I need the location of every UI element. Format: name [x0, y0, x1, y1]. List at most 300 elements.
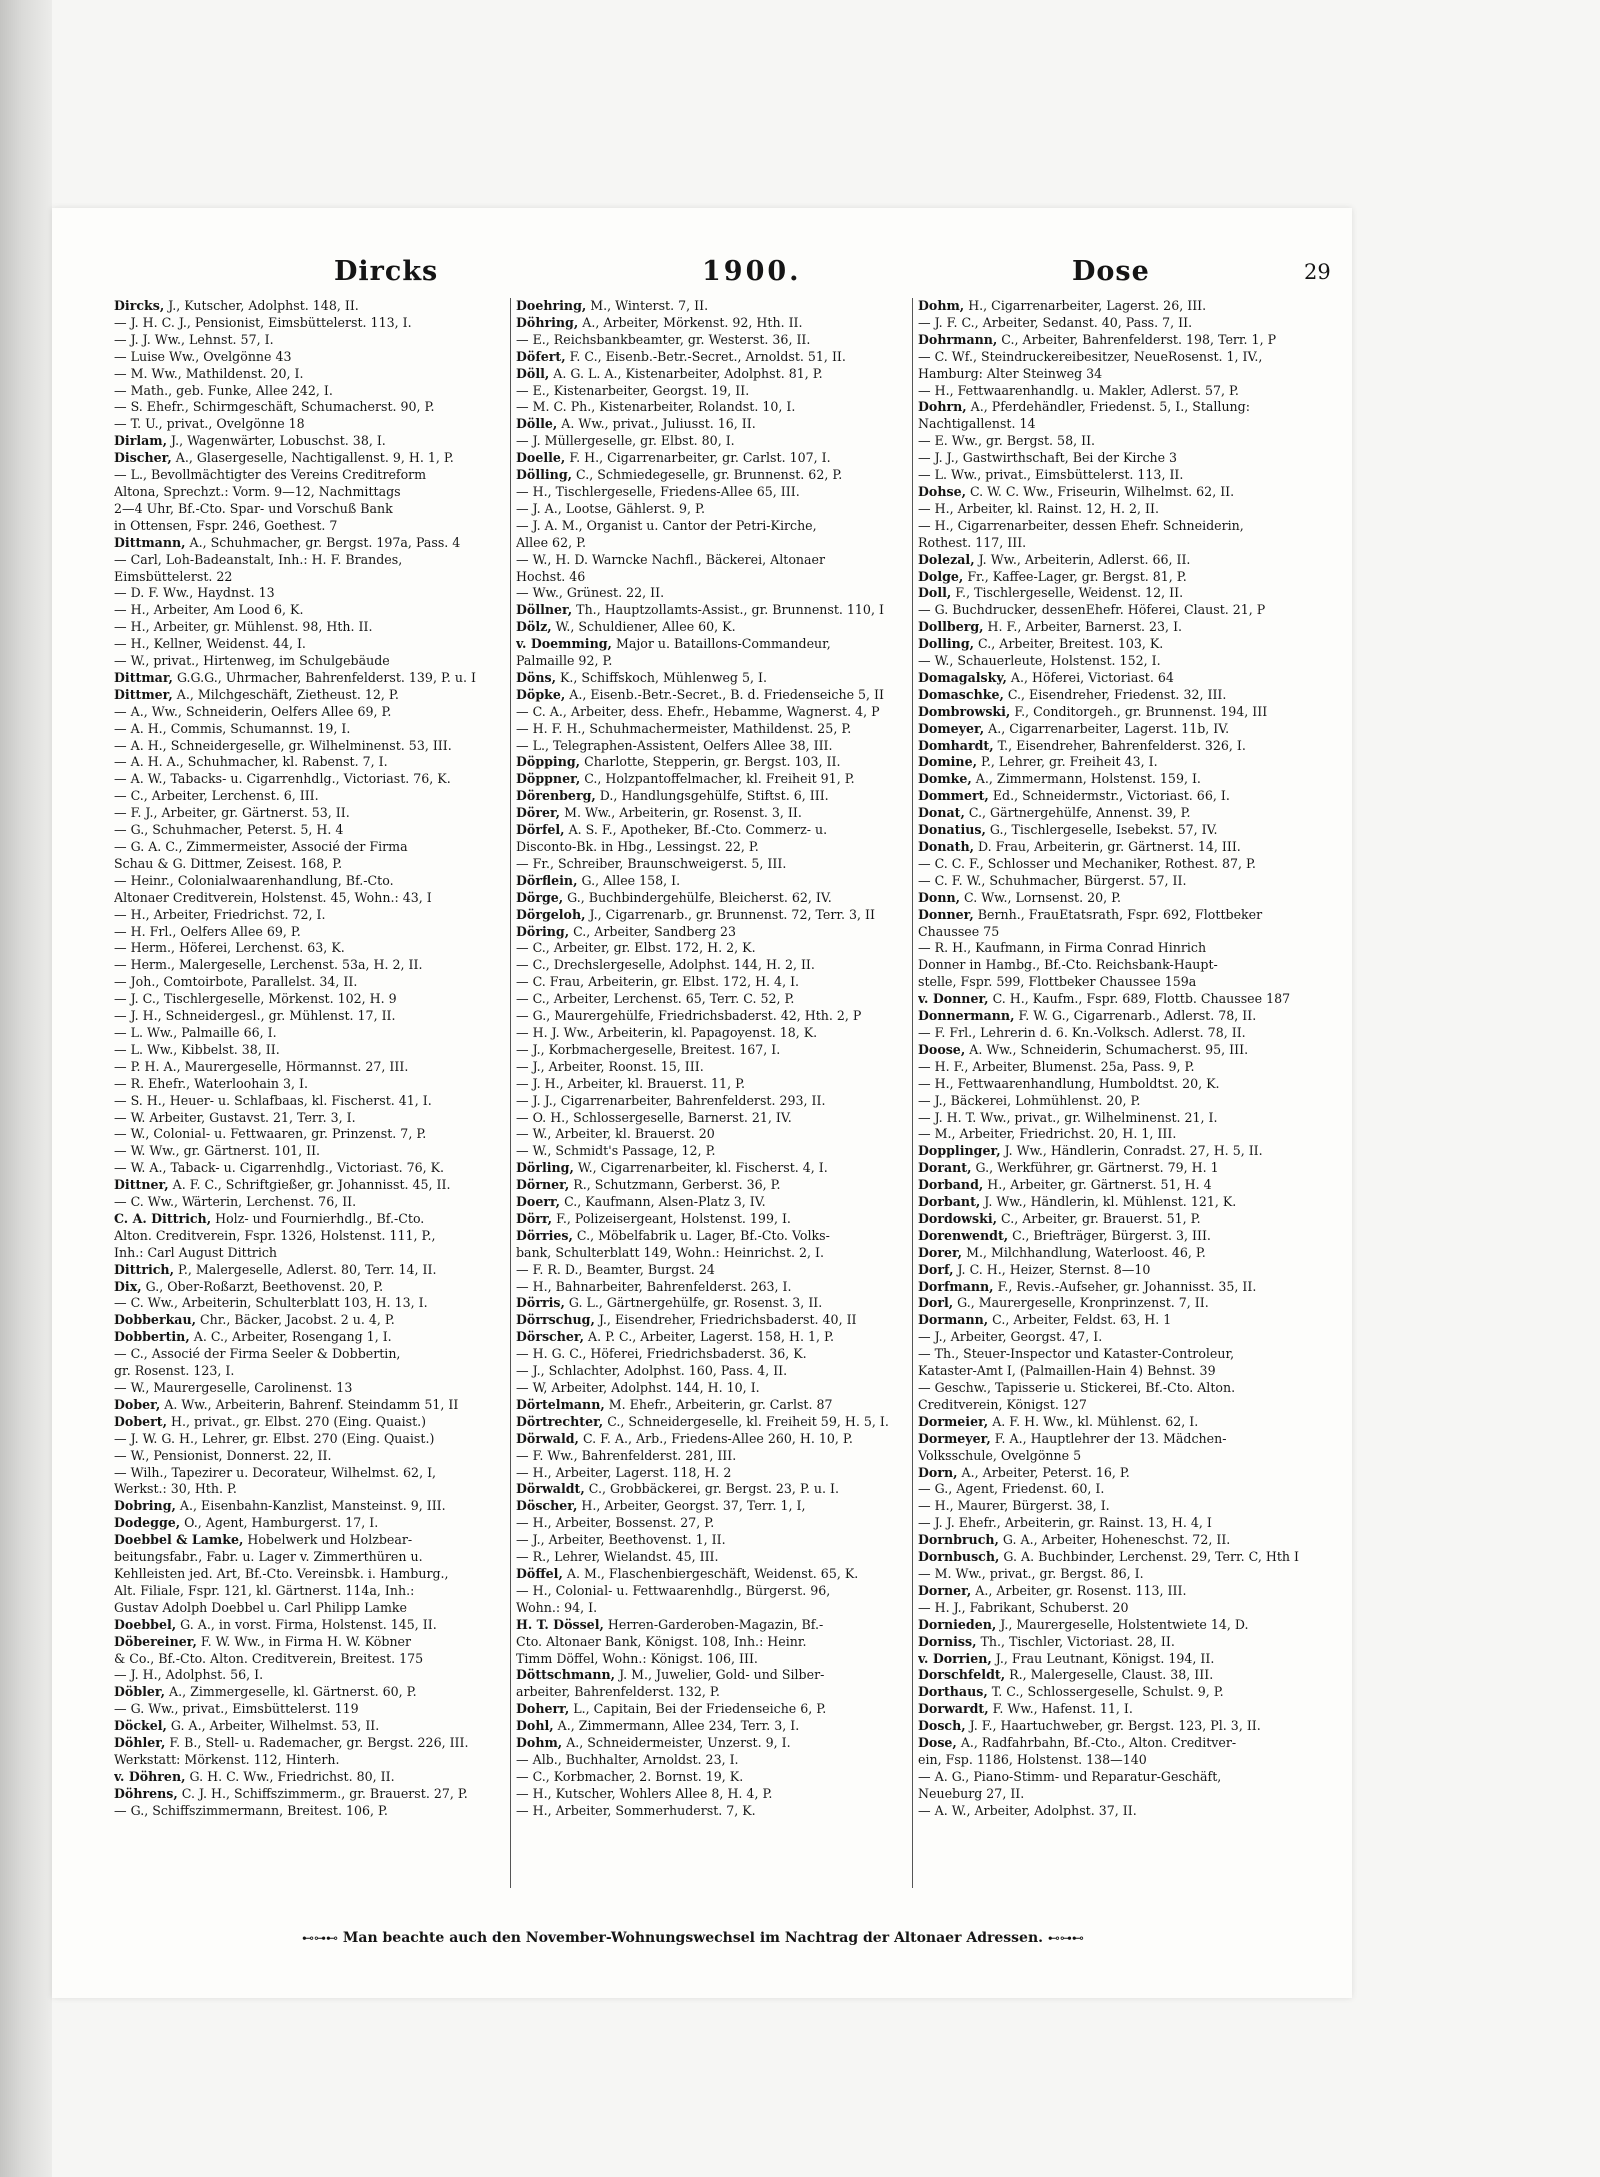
entry-surname: Donn, — [918, 889, 961, 905]
entry-surname: v. Donner, — [918, 991, 989, 1007]
entry-details: A., Zimmermann, Holstenst. 159, I. — [971, 771, 1201, 787]
entry-details: — H., Tischlergeselle, Friedens-Allee 65, III. — [516, 483, 800, 499]
directory-entry — [516, 822, 906, 839]
entry-surname: Doherr, — [516, 1701, 570, 1717]
entry-details: — W. A., Taback- u. Cigarrenhdlg., Victoriast. 76, K. — [114, 1160, 445, 1176]
directory-entry — [516, 366, 906, 383]
directory-entry — [114, 1312, 504, 1329]
directory-entry — [114, 957, 504, 974]
directory-entry — [918, 839, 1308, 856]
directory-entry — [114, 1397, 504, 1414]
entry-surname: Dittrich, — [114, 1261, 174, 1277]
directory-entry — [516, 1735, 906, 1752]
directory-entry — [918, 940, 1308, 957]
entry-surname: Donner, — [918, 906, 974, 922]
directory-entry — [918, 1414, 1308, 1431]
entry-surname: Doebbel & Lamke, — [114, 1532, 244, 1548]
directory-entry — [918, 721, 1308, 738]
entry-details: — F. J., Arbeiter, gr. Gärtnerst. 53, II. — [114, 805, 350, 821]
entry-details: Creditverein, Königst. 127 — [918, 1396, 1087, 1412]
directory-entry — [918, 1363, 1308, 1380]
entry-surname: Dörenberg, — [516, 788, 596, 804]
entry-details: Charlotte, Stepperin, gr. Bergst. 103, II. — [580, 754, 841, 770]
entry-details: — C. F. W., Schuhmacher, Bürgerst. 57, II. — [918, 872, 1187, 888]
directory-entry — [918, 687, 1308, 704]
entry-details: — Fr., Schreiber, Braunschweigerst. 5, III. — [516, 855, 787, 871]
entry-surname: Domagalsky, — [918, 669, 1007, 685]
entry-surname: Dörling, — [516, 1160, 574, 1176]
entry-details: — H., Fettwaarenhandlung, Humboldtst. 20, K. — [918, 1075, 1220, 1091]
directory-entry — [918, 1752, 1308, 1769]
directory-entry — [516, 1110, 906, 1127]
directory-entry — [114, 569, 504, 586]
entry-surname: Doose, — [918, 1041, 966, 1057]
entry-details: C., Möbelfabrik u. Lager, Bf.-Cto. Volks- — [572, 1227, 830, 1243]
directory-entry — [918, 1481, 1308, 1498]
entry-details: J. Ww., Händlerin, kl. Mühlenst. 121, K. — [980, 1194, 1237, 1210]
entry-details: G., Maurergeselle, Kronprinzenst. 7, II. — [953, 1295, 1209, 1311]
entry-details: D., Handlungsgehülfe, Stiftst. 6, III. — [595, 788, 829, 804]
entry-details: H., Arbeiter, Georgst. 37, Terr. 1, I, — [577, 1498, 806, 1514]
entry-details: A. P. C., Arbeiter, Lagerst. 158, H. 1, P. — [584, 1329, 834, 1345]
entry-details: — R., Lehrer, Wielandst. 45, III. — [516, 1549, 719, 1565]
entry-details: M. Ehefr., Arbeiterin, gr. Carlst. 87 — [604, 1396, 833, 1412]
entry-surname: Dorfmann, — [918, 1278, 994, 1294]
entry-details: Volksschule, Ovelgönne 5 — [918, 1447, 1082, 1463]
entry-details: Holz- und Fournierhdlg., Bf.-Cto. — [211, 1210, 425, 1226]
entry-surname: Dormann, — [918, 1312, 989, 1328]
header-right-keyword: Dose — [1072, 256, 1150, 287]
entry-surname: Dix, — [114, 1278, 142, 1294]
entry-details: — J. H., Schneidergesl., gr. Mühlenst. 17, II. — [114, 1008, 396, 1024]
directory-entry — [918, 1786, 1308, 1803]
entry-details: — Ww., Grünest. 22, II. — [516, 585, 665, 601]
directory-entry — [516, 1752, 906, 1769]
directory-entry — [918, 383, 1308, 400]
directory-entry — [516, 585, 906, 602]
entry-details: — W., Colonial- u. Fettwaaren, gr. Prinzenst. 7, P. — [114, 1126, 427, 1142]
entry-details: H. F., Arbeiter, Barnerst. 23, I. — [983, 619, 1183, 635]
entry-details: Altonaer Creditverein, Holstenst. 45, Wohn.: 43, I — [114, 889, 432, 905]
directory-entry — [114, 822, 504, 839]
column-divider — [510, 298, 511, 1888]
directory-entry — [516, 721, 906, 738]
directory-entry — [918, 822, 1308, 839]
directory-entry — [516, 1025, 906, 1042]
entry-surname: Döll, — [516, 365, 550, 381]
entry-surname: Dose, — [918, 1735, 957, 1751]
directory-entry — [516, 839, 906, 856]
entry-details: Wohn.: 94, I. — [516, 1599, 598, 1615]
entry-surname: Dörtelmann, — [516, 1396, 605, 1412]
entry-surname: C. A. Dittrich, — [114, 1210, 212, 1226]
directory-entry — [114, 1008, 504, 1025]
entry-details: Kataster-Amt I, (Palmaillen-Hain 4) Behnst. 39 — [918, 1363, 1216, 1379]
entry-details: C., Arbeiter, Feldst. 63, H. 1 — [988, 1312, 1172, 1328]
directory-entry — [516, 552, 906, 569]
entry-surname: Dober, — [114, 1396, 161, 1412]
entry-details: — W., privat., Hirtenweg, im Schulgebäude — [114, 653, 390, 669]
entry-details: — H. Frl., Oelfers Allee 69, P. — [114, 923, 301, 939]
entry-details: M. Ww., Arbeiterin, gr. Rosenst. 3, II. — [560, 805, 802, 821]
directory-entry — [918, 704, 1308, 721]
entry-details: — E., Reichsbankbeamter, gr. Westerst. 36, II. — [516, 331, 811, 347]
entry-details: — J., Korbmachergeselle, Breitest. 167, I. — [516, 1041, 781, 1057]
entry-details: — T. U., privat., Ovelgönne 18 — [114, 416, 305, 432]
entry-details: gr. Rosenst. 123, I. — [114, 1363, 235, 1379]
entry-surname: Döfert, — [516, 348, 566, 364]
entry-details: G. L., Gärtnergehülfe, gr. Rosenst. 3, II. — [564, 1295, 823, 1311]
directory-entry — [918, 1397, 1308, 1414]
entry-details: Gustav Adolph Doebbel u. Carl Philipp Lamke — [114, 1599, 408, 1615]
directory-entry — [918, 501, 1308, 518]
directory-entry — [114, 1735, 504, 1752]
entry-details: — W., H. D. Warncke Nachfl., Bäckerei, Altonaer — [516, 551, 825, 567]
directory-entry — [918, 1431, 1308, 1448]
entry-details: — J. C., Tischlergeselle, Mörkenst. 102, H. 9 — [114, 991, 397, 1007]
directory-entry — [516, 1634, 906, 1651]
directory-entry — [918, 1448, 1308, 1465]
directory-entry — [114, 873, 504, 890]
directory-entry — [114, 1363, 504, 1380]
entry-details: A., Schuhmacher, gr. Bergst. 197a, Pass. 4 — [185, 534, 461, 550]
entry-details: Chaussee 75 — [918, 923, 1000, 939]
entry-surname: Dohl, — [516, 1718, 554, 1734]
entry-details: J., Maurergeselle, Holstentwiete 14, D. — [996, 1616, 1249, 1632]
directory-entry — [114, 721, 504, 738]
directory-entry — [516, 569, 906, 586]
entry-details: — C., Arbeiter, Lerchenst. 65, Terr. C. 52, P. — [516, 991, 795, 1007]
directory-entry — [114, 1177, 504, 1194]
directory-entry — [918, 1532, 1308, 1549]
entry-details: — H., Arbeiter, Friedrichst. 72, I. — [114, 906, 326, 922]
directory-entry — [114, 1465, 504, 1482]
entry-details: Alt. Filiale, Fspr. 121, kl. Gärtnerst. 114a, Inh.: — [114, 1582, 415, 1598]
entry-details: — H. F. H., Schuhmachermeister, Mathildenst. 25, P. — [516, 720, 852, 736]
directory-entry — [516, 332, 906, 349]
entry-surname: Dolge, — [918, 568, 964, 584]
directory-entry — [918, 1498, 1308, 1515]
directory-entry — [918, 619, 1308, 636]
directory-entry — [918, 315, 1308, 332]
entry-surname: Donnermann, — [918, 1008, 1015, 1024]
directory-entry — [114, 1448, 504, 1465]
directory-entry — [114, 1566, 504, 1583]
entry-details: — H. J., Fabrikant, Schuberst. 20 — [918, 1599, 1129, 1615]
directory-entry — [918, 754, 1308, 771]
entry-surname: Döbereiner, — [114, 1633, 197, 1649]
entry-surname: Doelle, — [516, 450, 566, 466]
directory-entry — [516, 1042, 906, 1059]
entry-details: — L., Telegraphen-Assistent, Oelfers Allee 38, III. — [516, 737, 833, 753]
directory-entry — [516, 957, 906, 974]
footer-ornament-left: ⊷⊶⊷ — [302, 1931, 338, 1945]
entry-details: — H., Fettwaarenhandlg. u. Makler, Adlerst. 57, P. — [918, 382, 1239, 398]
entry-details: C. J. H., Schiffszimmerm., gr. Brauerst. 27, P. — [177, 1785, 468, 1801]
entry-details: — L., Bevollmächtigter des Vereins Creditreform — [114, 467, 427, 483]
entry-surname: Doerr, — [516, 1194, 561, 1210]
entry-surname: Dörr, — [516, 1210, 553, 1226]
entry-surname: Donat, — [918, 805, 965, 821]
entry-details: F. Ww., Hafenst. 11, I. — [988, 1701, 1133, 1717]
entry-details: Herren-Garderoben-Magazin, Bf.- — [603, 1616, 824, 1632]
entry-details: — Carl, Loh-Badeanstalt, Inh.: H. F. Brandes, — [114, 551, 403, 567]
entry-surname: Dodegge, — [114, 1515, 181, 1531]
directory-entry — [918, 653, 1308, 670]
entry-surname: Dormeier, — [918, 1413, 989, 1429]
directory-entry — [918, 1160, 1308, 1177]
directory-entry — [516, 1651, 906, 1668]
entry-details: J. Ww., Arbeiterin, Adlerst. 66, II. — [974, 551, 1191, 567]
directory-entry — [918, 890, 1308, 907]
directory-entry — [114, 1549, 504, 1566]
entry-details: — H., Arbeiter, gr. Mühlenst. 98, Hth. II. — [114, 619, 373, 635]
entry-surname: Döttschmann, — [516, 1667, 616, 1683]
entry-surname: Döhler, — [114, 1735, 166, 1751]
directory-entry — [516, 1380, 906, 1397]
entry-details: — O. H., Schlossergeselle, Barnerst. 21, IV. — [516, 1109, 792, 1125]
directory-entry — [114, 940, 504, 957]
directory-entry — [114, 1481, 504, 1498]
directory-entry — [114, 1025, 504, 1042]
entry-details: — H., Maurer, Bürgerst. 38, I. — [918, 1498, 1110, 1514]
entry-details: Timm Döffel, Wohn.: Königst. 106, III. — [516, 1650, 758, 1666]
directory-entry — [516, 805, 906, 822]
entry-details: Werkst.: 30, Hth. P. — [114, 1481, 237, 1497]
directory-entry — [114, 890, 504, 907]
directory-entry — [516, 1160, 906, 1177]
directory-entry — [114, 1245, 504, 1262]
entry-columns — [114, 298, 1314, 1988]
directory-entry — [516, 738, 906, 755]
entry-details: G.G.G., Uhrmacher, Bahrenfelderst. 139, P. u. I — [172, 669, 476, 685]
directory-entry — [516, 619, 906, 636]
entry-surname: Dittmann, — [114, 534, 186, 550]
directory-entry — [516, 315, 906, 332]
directory-entry — [516, 1262, 906, 1279]
entry-surname: Donatius, — [918, 822, 986, 838]
directory-entry — [114, 298, 504, 315]
directory-entry — [918, 856, 1308, 873]
entry-details: Eimsbüttelerst. 22 — [114, 568, 233, 584]
entry-details: — J., Schlachter, Adolphst. 160, Pass. 4, II. — [516, 1363, 788, 1379]
entry-surname: Dölling, — [516, 467, 573, 483]
entry-details: — A. H., Schneidergeselle, gr. Wilhelminenst. 53, III. — [114, 737, 452, 753]
directory-entry — [918, 1465, 1308, 1482]
header-left-keyword: Dircks — [334, 256, 439, 287]
directory-entry — [516, 433, 906, 450]
entry-surname: Dohse, — [918, 483, 966, 499]
directory-entry — [918, 1143, 1308, 1160]
directory-entry — [918, 1346, 1308, 1363]
entry-details: A. G. L. A., Kistenarbeiter, Adolphst. 81, P. — [549, 365, 823, 381]
entry-details: A. C., Arbeiter, Rosengang 1, I. — [189, 1329, 392, 1345]
directory-entry — [918, 1211, 1308, 1228]
directory-entry — [516, 383, 906, 400]
entry-details: — C., Arbeiter, Lerchenst. 6, III. — [114, 788, 319, 804]
directory-entry — [114, 332, 504, 349]
directory-entry — [114, 1346, 504, 1363]
entry-details: W., Schuldiener, Allee 60, K. — [551, 619, 736, 635]
entry-surname: Dorenwendt, — [918, 1227, 1009, 1243]
entry-details: Rothest. 117, III. — [918, 534, 1027, 550]
entry-surname: Doebbel, — [114, 1616, 177, 1632]
entry-surname: Dorf, — [918, 1261, 954, 1277]
entry-details: — Herm., Höferei, Lerchenst. 63, K. — [114, 940, 345, 956]
directory-entry — [918, 535, 1308, 552]
entry-details: J., Kutscher, Adolphst. 148, II. — [164, 298, 359, 313]
entry-details: — W, Arbeiter, Adolphst. 144, H. 10, I. — [516, 1380, 760, 1395]
directory-entry — [516, 1363, 906, 1380]
entry-details: A., Eisenb.-Betr.-Secret., B. d. Friedenseiche 5, II — [565, 686, 884, 702]
entry-surname: v. Döhren, — [114, 1768, 186, 1784]
directory-entry — [516, 1532, 906, 1549]
entry-details: beitungsfabr., Fabr. u. Lager v. Zimmerthüren u. — [114, 1549, 423, 1565]
directory-entry — [114, 704, 504, 721]
entry-details: — H., Arbeiter, Lagerst. 118, H. 2 — [516, 1464, 732, 1480]
entry-details: C., Holzpantoffelmacher, kl. Freiheit 91, P. — [580, 771, 855, 787]
entry-details: — H., Bahnarbeiter, Bahrenfelderst. 263, I. — [516, 1278, 792, 1294]
directory-entry — [114, 1634, 504, 1651]
page-number: 29 — [1304, 260, 1331, 284]
directory-entry — [114, 552, 504, 569]
entry-surname: Dörge, — [516, 889, 564, 905]
entry-details: J., Wagenwärter, Lobuschst. 38, I. — [167, 433, 386, 449]
directory-entry — [114, 484, 504, 501]
entry-details: J. F., Haartuchweber, gr. Bergst. 123, Pl. 3, II. — [965, 1718, 1261, 1734]
entry-details: & Co., Bf.-Cto. Alton. Creditverein, Breitest. 175 — [114, 1650, 424, 1666]
entry-details: Major u. Bataillons-Commandeur, — [611, 636, 831, 652]
directory-entry — [516, 416, 906, 433]
entry-details: — M. C. Ph., Kistenarbeiter, Rolandst. 10, I. — [516, 399, 796, 415]
directory-entry — [516, 1414, 906, 1431]
directory-entry — [114, 1769, 504, 1786]
directory-entry — [918, 1025, 1308, 1042]
directory-entry — [516, 1481, 906, 1498]
entry-details: — Math., geb. Funke, Allee 242, I. — [114, 382, 333, 398]
directory-entry — [918, 1684, 1308, 1701]
entry-details: C. W. C. Ww., Friseurin, Wilhelmst. 62, II. — [965, 483, 1235, 499]
directory-entry — [114, 1684, 504, 1701]
directory-entry — [114, 1600, 504, 1617]
entry-details: Cto. Altonaer Bank, Königst. 108, Inh.: Heinr. — [516, 1633, 807, 1649]
entry-details: — C. Ww., Wärterin, Lerchenst. 76, II. — [114, 1194, 357, 1210]
entry-details: A., Zimmermann, Allee 234, Terr. 3, I. — [553, 1718, 800, 1734]
entry-surname: Dörfel, — [516, 822, 565, 838]
directory-entry — [114, 1414, 504, 1431]
entry-details: — M., Arbeiter, Friedrichst. 20, H. 1, III. — [918, 1126, 1177, 1142]
entry-surname: Dorl, — [918, 1295, 954, 1311]
directory-entry — [516, 1093, 906, 1110]
entry-surname: Döllner, — [516, 602, 573, 618]
directory-entry — [114, 670, 504, 687]
entry-details: — F. R. D., Beamter, Burgst. 24 — [516, 1261, 715, 1277]
directory-entry — [114, 1329, 504, 1346]
entry-surname: Dommert, — [918, 788, 989, 804]
entry-details: C., Grobbäckerei, gr. Bergst. 23, P. u. I. — [584, 1481, 839, 1497]
directory-entry — [114, 1262, 504, 1279]
directory-entry — [516, 1701, 906, 1718]
directory-entry — [918, 1177, 1308, 1194]
entry-details: — D. F. Ww., Haydnst. 13 — [114, 585, 275, 601]
directory-entry — [516, 856, 906, 873]
directory-entry — [516, 1295, 906, 1312]
entry-surname: Dölle, — [516, 416, 558, 432]
directory-entry — [516, 349, 906, 366]
entry-details: — H., Colonial- u. Fettwaarenhdlg., Bürgerst. 96, — [516, 1582, 831, 1598]
directory-entry — [516, 535, 906, 552]
entry-details: 2—4 Uhr, Bf.-Cto. Spar- und Vorschuß Bank — [114, 500, 393, 516]
entry-details: R., Schutzmann, Gerberst. 36, P. — [569, 1177, 781, 1193]
entry-details: — F. Frl., Lehrerin d. 6. Kn.-Volksch. Adlerst. 78, II. — [918, 1024, 1246, 1040]
page-header — [112, 256, 1331, 296]
directory-entry — [114, 1532, 504, 1549]
entry-details: C., Arbeiter, gr. Brauerst. 51, P. — [997, 1210, 1201, 1226]
directory-entry — [918, 1566, 1308, 1583]
entry-details: — L. Ww., Kibbelst. 38, II. — [114, 1041, 280, 1057]
directory-entry — [918, 602, 1308, 619]
entry-details: — Geschw., Tapisserie u. Stickerei, Bf.-Cto. Alton. — [918, 1380, 1236, 1395]
entry-details: C., Schneidergeselle, kl. Freiheit 59, H. 5, I. — [603, 1413, 889, 1429]
entry-surname: Dorner, — [918, 1582, 972, 1598]
entry-details: Nachtigallenst. 14 — [918, 416, 1036, 432]
directory-entry — [516, 1583, 906, 1600]
entry-details: G., Tischlergeselle, Isebekst. 57, IV. — [985, 822, 1218, 838]
entry-details: — C. Frau, Arbeiterin, gr. Elbst. 172, H. 4, I. — [516, 974, 800, 990]
entry-details: A. Ww., Schneiderin, Schumacherst. 95, III. — [965, 1041, 1249, 1057]
directory-entry — [516, 1684, 906, 1701]
entry-details: Disconto-Bk. in Hbg., Lessingst. 22, P. — [516, 839, 759, 854]
directory-entry — [516, 1465, 906, 1482]
directory-entry — [114, 1583, 504, 1600]
entry-details: Th., Tischler, Victoriast. 28, II. — [976, 1633, 1175, 1649]
entry-surname: Dircks, — [114, 298, 165, 313]
column-3 — [918, 298, 1308, 1898]
entry-details: Kehlleisten jed. Art, Bf.-Cto. Vereinsbk. i. Hamburg., — [114, 1565, 449, 1581]
directory-entry — [918, 1245, 1308, 1262]
directory-entry — [918, 1093, 1308, 1110]
entry-details: C., Arbeiter, Breitest. 103, K. — [974, 636, 1164, 652]
directory-entry — [918, 1600, 1308, 1617]
directory-entry — [114, 602, 504, 619]
entry-details: ein, Fsp. 1186, Holstenst. 138—140 — [918, 1751, 1147, 1767]
entry-details: Hochst. 46 — [516, 568, 586, 584]
entry-details: — J. F. C., Arbeiter, Sedanst. 40, Pass. 7, II. — [918, 314, 1193, 330]
entry-details: G., Buchbindergehülfe, Bleicherst. 62, IV. — [563, 889, 832, 905]
entry-details: H., Arbeiter, gr. Gärtnerst. 51, H. 4 — [983, 1177, 1212, 1193]
directory-entry — [114, 754, 504, 771]
directory-entry — [114, 1211, 504, 1228]
entry-details: A. Ww., privat., Juliusst. 16, II. — [557, 416, 756, 432]
entry-surname: Dohm, — [516, 1735, 563, 1751]
entry-surname: Dörscher, — [516, 1329, 584, 1345]
directory-entry — [918, 788, 1308, 805]
directory-entry — [114, 1380, 504, 1397]
entry-details: A. S. F., Apotheker, Bf.-Cto. Commerz- u. — [564, 822, 828, 838]
entry-surname: Dörrschug, — [516, 1312, 595, 1328]
entry-surname: Döhrens, — [114, 1785, 178, 1801]
entry-details: F. W. Ww., in Firma H. W. Köbner — [196, 1633, 412, 1649]
directory-entry — [516, 1667, 906, 1684]
entry-surname: Dolezal, — [918, 551, 975, 567]
entry-details: F. H., Cigarrenarbeiter, gr. Carlst. 107, I. — [565, 450, 831, 466]
directory-entry — [918, 1262, 1308, 1279]
directory-entry — [516, 1228, 906, 1245]
entry-surname: Döns, — [516, 669, 556, 685]
directory-entry — [114, 1295, 504, 1312]
directory-entry — [918, 1380, 1308, 1397]
entry-surname: Dornbruch, — [918, 1532, 999, 1548]
